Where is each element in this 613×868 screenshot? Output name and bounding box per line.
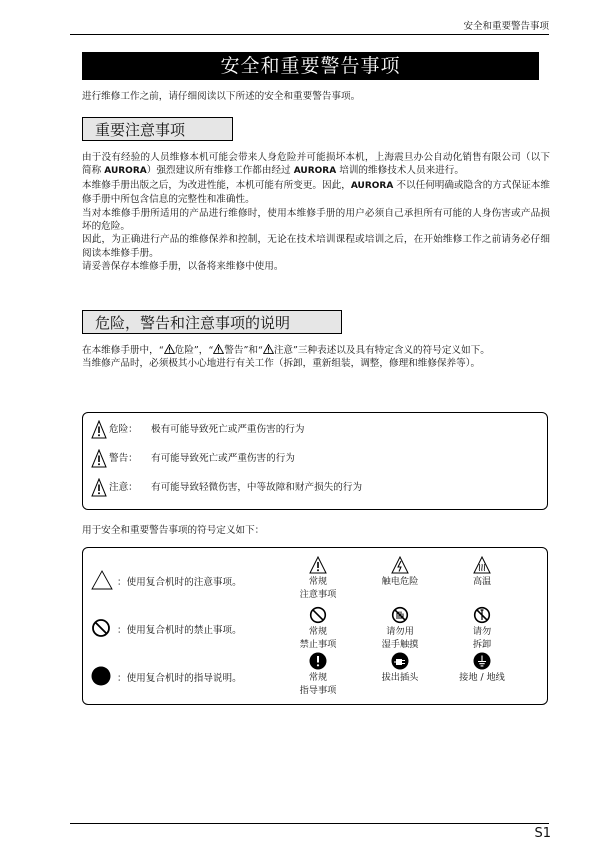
danger-triangle-icon [91, 420, 107, 439]
symbol-general-caution: 常规 注意事项 [283, 556, 353, 601]
no-disassembly-icon [473, 606, 491, 624]
section1-paragraph-4: 因此，为正确进行产品的维修保养和控制，无论在技术培训课程或培训之后，在开始维修工作之前请务必仔细阅读本维修手册。 [82, 234, 550, 259]
page-number: S1 [534, 826, 551, 841]
triangle-outline-icon [91, 570, 113, 590]
general-instruction-icon [309, 652, 327, 670]
section-heading-important: 重要注意事项 [82, 117, 233, 141]
symbol-no-wet-hands: 请勿用 湿手触摸 [365, 606, 435, 651]
unplug-icon [391, 652, 409, 670]
electric-shock-icon [391, 556, 409, 574]
caution-triangle-icon [263, 344, 274, 354]
caution-triangle-icon [213, 344, 224, 354]
section2-body [82, 344, 550, 371]
symbol-ground: 接地 / 地线 [447, 652, 517, 684]
general-prohibition-icon [309, 606, 327, 624]
section1-paragraph-1: 由于没有经验的人员维修本机可能会带来人身危险并可能损坏本机，上海震旦办公自动化销售有限公司（以下简称 AURORA）强烈建议所有维修工作都由经过 AURORA 培训的维修技术人员来进行。 [82, 152, 550, 177]
section1-paragraph-2: 本维修手册出版之后，为改进性能，本机可能有所变更。因此，AURORA 不以任何明确或隐含的方式保证本维修手册中所包含信息的完整性和准确性。 [82, 179, 550, 206]
symbol-no-disassembly: 请勿 拆卸 [447, 606, 517, 651]
prohibition-circle-icon [91, 618, 111, 638]
warning-triangle-icon [91, 449, 107, 468]
running-header: 安全和重要警告事项 [463, 21, 549, 32]
filled-circle-icon [91, 666, 111, 686]
header-rule [70, 34, 549, 35]
symbol-general-instruction: 常规 指导事项 [283, 652, 353, 697]
section1-paragraph-5: 请妥善保存本维修手册，以备将来维修中使用。 [82, 261, 284, 273]
section1-body [82, 151, 550, 274]
footer-rule [70, 823, 549, 824]
no-wet-hands-icon [391, 606, 409, 624]
general-caution-icon [309, 556, 327, 574]
caution-triangle-icon [91, 478, 107, 497]
page-title: 安全和重要警告事项 [82, 52, 539, 80]
section2-paragraph-2: 当维修产品时，必须极其小心地进行有关工作（拆卸，重新组装，调整，修理和维修保养等）。 [82, 358, 481, 370]
caution-triangle-icon [164, 344, 175, 354]
symbol-definitions-box: ：使用复合机时的注意事项。 ：使用复合机时的禁止事项。 ：使用复合机时的指导说明。 常规 注意事项 触电危险 高温 常规 禁止事项 请勿用 湿手触摸 请勿 拆卸 常规 指导事项 拔出插头 接地 / 地线 [82, 547, 548, 705]
intro-paragraph: 进行维修工作之前，请仔细阅读以下所述的安全和重要警告事项。 [82, 91, 361, 102]
ground-icon [473, 652, 491, 670]
section2-paragraph-1: 在本维修手册中，“ 危险”，“ 警告”和“ 注意”三种表述以及具有特定含义的符号定义如下。 [82, 345, 490, 356]
symbols-intro: 用于安全和重要警告事项的符号定义如下： [82, 525, 265, 536]
symbol-high-temperature: 高温 [447, 556, 517, 588]
symbol-general-prohibition: 常规 禁止事项 [283, 606, 353, 651]
high-temperature-icon [473, 556, 491, 574]
section1-paragraph-3: 当对本维修手册所适用的产品进行维修时，使用本维修手册的用户必须自己承担所有可能的人身伤害或产品损坏的危险。 [82, 207, 550, 233]
hazard-levels-box: 危险： 极有可能导致死亡或严重伤害的行为 警告： 有可能导致死亡或严重伤害的行为 注意： 有可能导致轻微伤害，中等故障和财产损失的行为 [82, 412, 548, 510]
symbol-unplug: 拔出插头 [365, 652, 435, 684]
section-heading-hazard-definitions: 危险，警告和注意事项的说明 [82, 310, 342, 334]
symbol-electric-shock: 触电危险 [365, 556, 435, 588]
